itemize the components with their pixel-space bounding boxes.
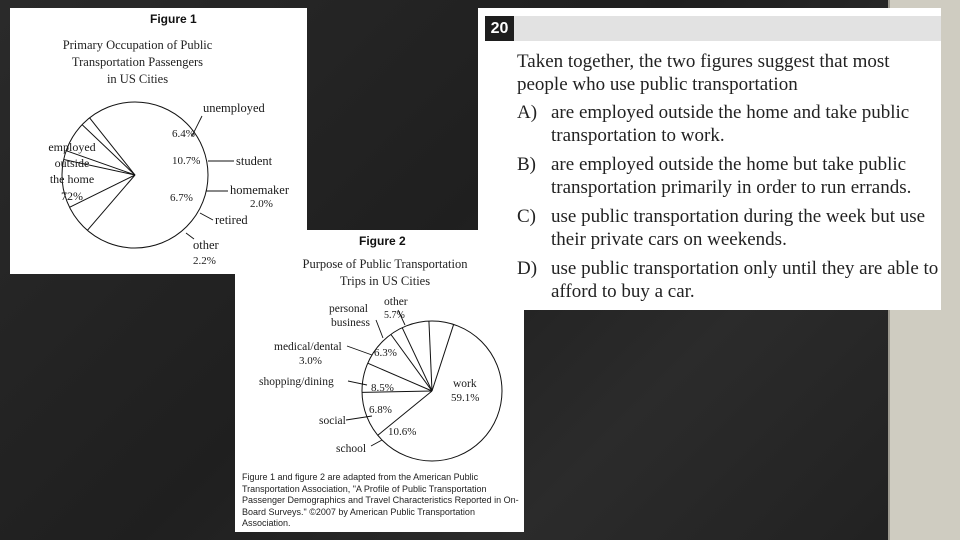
- answer-text: are employed outside the home but take public transportation primarily in order to run errands.: [551, 154, 912, 198]
- fig1-label-employed-line: outside: [54, 156, 90, 170]
- answer-letter: C): [517, 206, 536, 227]
- answer-letter: D): [517, 258, 538, 279]
- answer-text: are employed outside the home and take public transportation to work.: [551, 102, 910, 146]
- fig2-label-social: social: [319, 415, 346, 427]
- question-panel: [478, 8, 941, 310]
- fig2-value-medical: 3.0%: [299, 355, 322, 367]
- figure-1-title-line: in US Cities: [106, 72, 169, 86]
- fig1-leader-unemployed: [192, 116, 202, 136]
- fig2-value-social: 6.8%: [369, 404, 392, 416]
- fig2-label-personal-line: business: [331, 317, 370, 329]
- fig2-value-other: 5.7%: [384, 310, 405, 321]
- fig1-value-unemployed: 6.4%: [172, 128, 195, 140]
- figure-1-title-line: Transportation Passengers: [71, 55, 204, 69]
- fig1-value-homemaker: 2.0%: [250, 198, 273, 210]
- figure-1-title-line: Primary Occupation of Public: [62, 38, 213, 52]
- answer-text: use public transportation during the week but use their private cars on weekends.: [551, 206, 926, 250]
- answer-text: use public transportation only until they are able to afford to buy a car.: [551, 258, 939, 302]
- fig1-label-unemployed: unemployed: [203, 101, 265, 115]
- figure-2-heading: Figure 2: [359, 234, 406, 248]
- figure-citation: Figure 1 and figure 2 are adapted from the American Public Transportation Association, "A Profile of Public Transportation Passenger Demographics and Travel Characteristics Reported in On-Board Surveys." ©2007 by American Public Transportation Association.: [242, 472, 519, 528]
- fig2-value-shopping: 8.5%: [371, 382, 394, 394]
- fig2-label-personal-line: personal: [329, 303, 368, 315]
- fig2-value-school: 10.6%: [388, 426, 417, 438]
- fig2-value-personal: 6.3%: [374, 347, 397, 359]
- fig1-leader-retired: [200, 213, 213, 220]
- figure-2-title-line: Trips in US Cities: [339, 274, 431, 288]
- fig1-label-employed-line: employed: [48, 140, 96, 154]
- fig2-label-medical: medical/dental: [274, 341, 342, 353]
- question-header-bar: [514, 16, 941, 41]
- fig1-label-other: other: [193, 238, 219, 252]
- question-stem: Taken together, the two figures suggest that most people who use public transportation: [517, 51, 890, 95]
- fig2-leader-medical: [347, 346, 372, 355]
- fig1-label-student: student: [236, 154, 273, 168]
- fig2-label-work: work: [453, 378, 477, 390]
- fig2-leader-personal: [376, 320, 383, 338]
- fig2-value-work: 59.1%: [451, 392, 480, 404]
- figure-1-heading: Figure 1: [150, 12, 197, 26]
- figure-2-title-line: Purpose of Public Transportation: [302, 257, 468, 271]
- question-number: 20: [485, 16, 514, 41]
- fig2-leader-school: [371, 440, 382, 446]
- fig2-label-school: school: [336, 443, 367, 455]
- fig1-value-retired: 6.7%: [170, 192, 193, 204]
- fig1-leader-other: [186, 233, 194, 239]
- fig1-label-employed-line: the home: [49, 172, 95, 186]
- fig1-label-retired: retired: [215, 213, 248, 227]
- fig1-value-other: 2.2%: [193, 255, 216, 267]
- answer-letter: A): [517, 102, 538, 123]
- fig1-value-student: 10.7%: [172, 155, 201, 167]
- fig2-label-shopping: shopping/dining: [259, 376, 334, 388]
- fig1-label-homemaker: homemaker: [230, 183, 290, 197]
- fig2-label-other: other: [384, 296, 408, 308]
- fig1-value-employed: 72%: [61, 189, 83, 203]
- answer-letter: B): [517, 154, 536, 175]
